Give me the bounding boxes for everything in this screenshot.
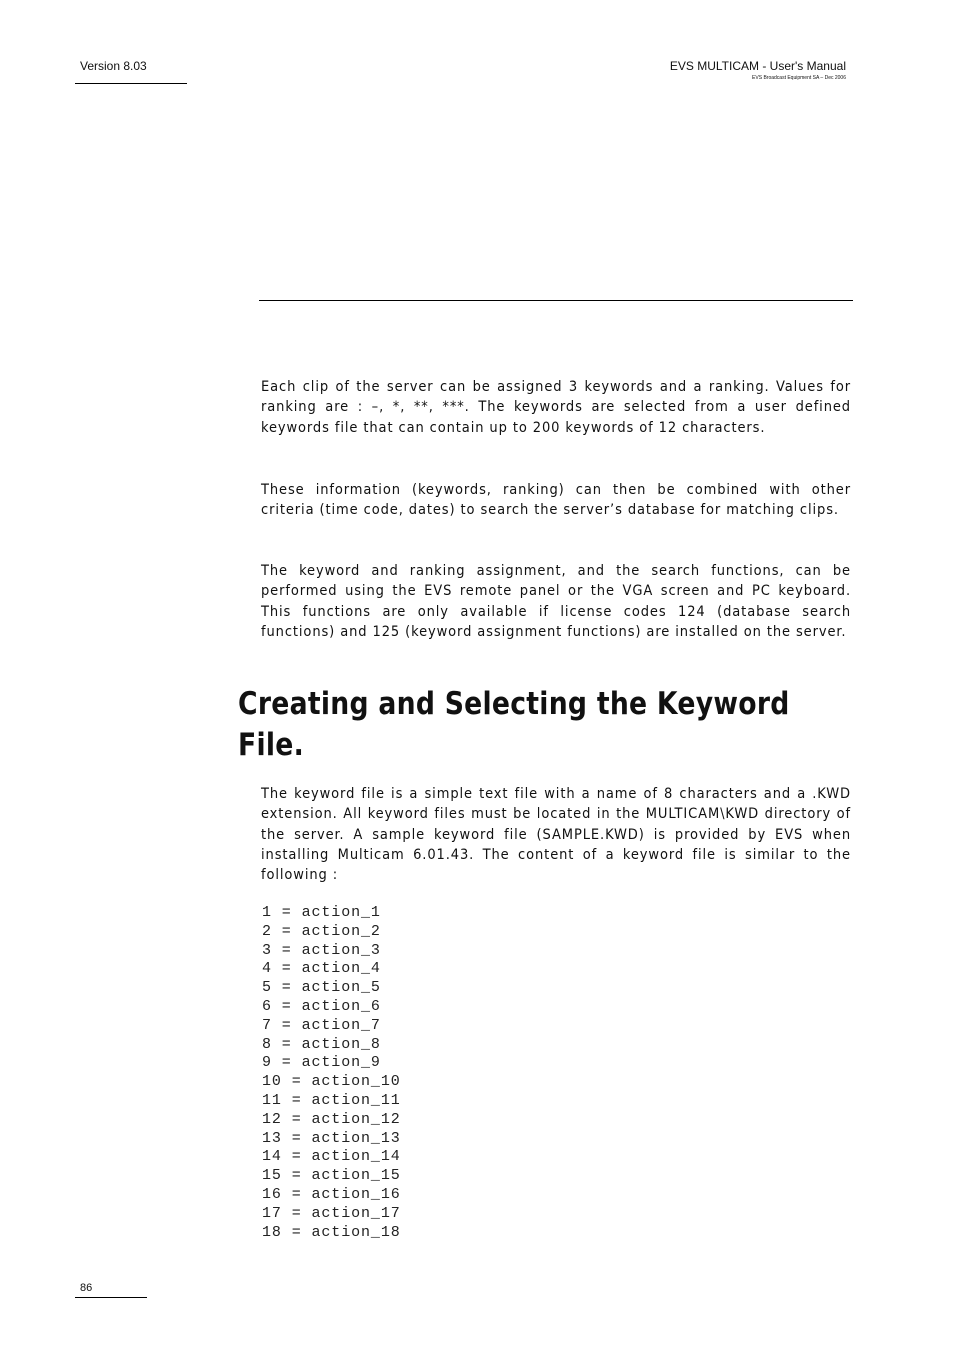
keyword-line: 9 = action_9	[262, 1054, 381, 1072]
header-version: Version 8.03	[80, 59, 147, 73]
keyword-line: 8 = action_8	[262, 1035, 381, 1053]
header-manual-info	[670, 59, 846, 81]
intro-paragraph: Each clip of the server can be assigned 3 keywords and a ranking. Values for ranking are : –, *, **, ***. The keywords are selected from a user defined keywords file that can contain up to 200 keywords of 12 characters.	[261, 379, 851, 436]
section-heading: Creating and Selecting the Keyword File.	[238, 686, 790, 763]
keyword-line: 17 = action_17	[262, 1204, 401, 1222]
combine-paragraph: These information (keywords, ranking) can then be combined with other criteria (time code, dates) to search the server’s database for matching clips.	[261, 482, 851, 519]
keyword-line: 3 = action_3	[262, 941, 381, 959]
keyword-line: 12 = action_12	[262, 1110, 401, 1128]
keyword-line: 7 = action_7	[262, 1016, 381, 1034]
keyword-line: 5 = action_5	[262, 979, 381, 997]
keyword-line: 2 = action_2	[262, 922, 381, 940]
assignment-paragraph: The keyword and ranking assignment, and the search functions, can be performed using the EVS remote panel or the VGA screen and PC keyboard. This functions are only available if license codes 124 (database search functions) and 125 (keyword assignment functions) are installed on the server.	[261, 563, 851, 640]
keyword-line: 10 = action_10	[262, 1073, 401, 1091]
header-left-divider	[75, 83, 187, 84]
keyword-file-description: The keyword file is a simple text file with a name of 8 characters and a .KWD extension. All keyword files must be located in the MULTICAM\KWD directory of the server. A sample keyword file (SAMPLE.KWD) is provided by EVS when installing Multicam 6.01.43. The content of a keyword file is similar to the following :	[261, 786, 851, 884]
page-number: 86	[80, 1282, 93, 1294]
keyword-line: 1 = action_1	[262, 904, 381, 921]
keyword-line: 18 = action_18	[262, 1223, 401, 1241]
keyword-line: 11 = action_11	[262, 1091, 401, 1109]
footer-divider	[75, 1297, 147, 1298]
keyword-line: 6 = action_6	[262, 997, 381, 1015]
keyword-line: 13 = action_13	[262, 1129, 401, 1147]
keyword-sample-listing	[262, 904, 401, 1242]
section-divider	[259, 300, 853, 301]
header-manual-subtitle: EVS Broadcast Equipment SA – Dec 2006	[752, 75, 846, 81]
keyword-line: 4 = action_4	[262, 960, 381, 978]
header-manual-title: EVS MULTICAM - User's Manual	[669, 59, 846, 73]
keyword-line: 14 = action_14	[262, 1148, 401, 1166]
keyword-line: 15 = action_15	[262, 1167, 401, 1185]
keyword-line: 16 = action_16	[262, 1185, 401, 1203]
